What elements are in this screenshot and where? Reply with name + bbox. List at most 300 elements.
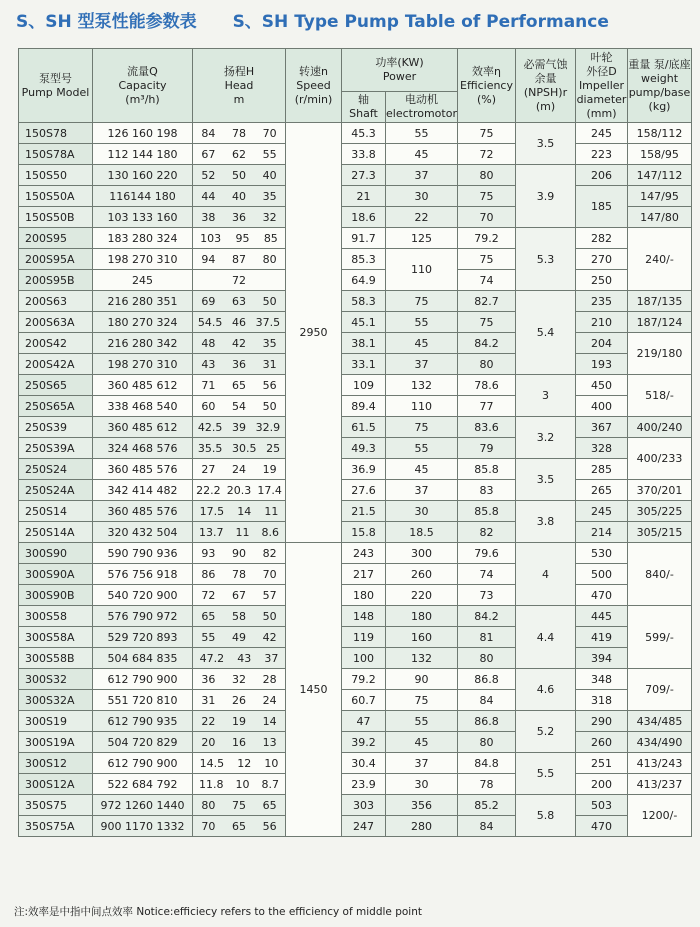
head-value: 58 (231, 609, 246, 623)
cell-weight: 413/243 (628, 753, 692, 774)
cell-model: 200S95A (19, 249, 93, 270)
cell-shaft: 60.7 (342, 690, 386, 711)
head-value: 90 (231, 546, 246, 560)
cell-shaft: 49.3 (342, 438, 386, 459)
cell-impeller: 245 (576, 123, 628, 144)
cell-efficiency: 79.2 (458, 228, 516, 249)
cell-weight: 1200/- (628, 795, 692, 837)
head-value: 84 (201, 126, 216, 140)
cell-shaft: 33.1 (342, 354, 386, 375)
cell-shaft: 109 (342, 375, 386, 396)
cell-head (193, 732, 286, 753)
header-impeller: 叶轮 外径D Impeller diameter (mm) (576, 49, 628, 123)
cell-capacity: 342 414 482 (93, 480, 193, 501)
cell-model: 350S75 (19, 795, 93, 816)
head-value: 72 (232, 273, 246, 287)
cell-motor: 110 (386, 249, 458, 291)
cell-head (193, 417, 286, 438)
cell-capacity: 198 270 310 (93, 354, 193, 375)
cell-impeller: 348 (576, 669, 628, 690)
header-speed: 转速n Speed (r/min) (286, 49, 342, 123)
cell-head (193, 270, 286, 291)
table-row (19, 270, 692, 291)
cell-impeller: 235 (576, 291, 628, 312)
cell-shaft: 89.4 (342, 396, 386, 417)
cell-model: 150S78A (19, 144, 93, 165)
cell-motor: 22 (386, 207, 458, 228)
cell-motor: 75 (386, 291, 458, 312)
header-model: 泵型号 Pump Model (19, 49, 93, 123)
cell-efficiency: 84 (458, 816, 516, 837)
cell-npsh: 5.3 (516, 228, 576, 291)
head-value: 52 (201, 168, 216, 182)
table-row (19, 543, 692, 564)
head-value: 75 (231, 798, 246, 812)
cell-weight: 370/201 (628, 480, 692, 501)
cell-efficiency: 75 (458, 312, 516, 333)
cell-weight: 158/95 (628, 144, 692, 165)
cell-model: 350S75A (19, 816, 93, 837)
cell-capacity: 324 468 576 (93, 438, 193, 459)
cell-efficiency: 84 (458, 690, 516, 711)
cell-npsh: 5.4 (516, 291, 576, 375)
cell-motor: 90 (386, 669, 458, 690)
head-value: 20.3 (226, 483, 252, 497)
cell-shaft: 38.1 (342, 333, 386, 354)
head-value: 70 (201, 819, 216, 833)
cell-motor: 37 (386, 165, 458, 186)
head-value: 17.4 (257, 483, 282, 497)
cell-shaft: 21.5 (342, 501, 386, 522)
table-row (19, 816, 692, 837)
cell-npsh: 4.6 (516, 669, 576, 711)
head-value: 80 (262, 252, 277, 266)
cell-capacity: 338 468 540 (93, 396, 193, 417)
head-value: 22.2 (196, 483, 221, 497)
table-row (19, 144, 692, 165)
cell-shaft: 21 (342, 186, 386, 207)
cell-shaft: 27.6 (342, 480, 386, 501)
cell-shaft: 33.8 (342, 144, 386, 165)
head-value: 27 (201, 462, 216, 476)
cell-model: 200S63 (19, 291, 93, 312)
cell-shaft: 36.9 (342, 459, 386, 480)
head-value: 42.5 (197, 420, 223, 434)
head-value: 40 (262, 168, 277, 182)
cell-capacity: 504 720 829 (93, 732, 193, 753)
cell-head (193, 123, 286, 144)
table-row (19, 186, 692, 207)
head-value: 19 (231, 714, 246, 728)
head-value: 25 (266, 441, 281, 455)
cell-head (193, 711, 286, 732)
cell-efficiency: 86.8 (458, 711, 516, 732)
head-value: 57 (262, 588, 277, 602)
cell-shaft: 61.5 (342, 417, 386, 438)
header-capacity: 流量Q Capacity (m³/h) (93, 49, 193, 123)
cell-head (193, 165, 286, 186)
cell-weight: 709/- (628, 669, 692, 711)
cell-shaft: 148 (342, 606, 386, 627)
cell-efficiency: 78.6 (458, 375, 516, 396)
head-value: 43 (237, 651, 252, 665)
head-value: 13.7 (199, 525, 224, 539)
table-row (19, 522, 692, 543)
head-value: 103 (200, 231, 222, 245)
cell-head (193, 795, 286, 816)
cell-head (193, 501, 286, 522)
header-motor: 电动机 electromotor (386, 92, 458, 123)
cell-impeller: 282 (576, 228, 628, 249)
cell-head (193, 144, 286, 165)
head-value: 71 (201, 378, 216, 392)
cell-head (193, 585, 286, 606)
cell-impeller: 530 (576, 543, 628, 564)
cell-efficiency: 75 (458, 123, 516, 144)
cell-motor: 30 (386, 501, 458, 522)
cell-efficiency: 81 (458, 627, 516, 648)
cell-impeller: 206 (576, 165, 628, 186)
cell-shaft: 303 (342, 795, 386, 816)
cell-impeller: 210 (576, 312, 628, 333)
head-value: 69 (201, 294, 216, 308)
head-value: 54 (231, 399, 246, 413)
head-value: 10 (235, 777, 250, 791)
head-value: 16 (231, 735, 246, 749)
cell-motor: 18.5 (386, 522, 458, 543)
table-row (19, 123, 692, 144)
cell-weight: 518/- (628, 375, 692, 417)
head-value: 30.5 (231, 441, 257, 455)
cell-efficiency: 74 (458, 270, 516, 291)
head-value: 36 (201, 672, 216, 686)
table-row (19, 312, 692, 333)
cell-model: 150S50 (19, 165, 93, 186)
cell-motor: 55 (386, 123, 458, 144)
cell-weight: 158/112 (628, 123, 692, 144)
head-value: 11.8 (199, 777, 224, 791)
cell-weight: 147/95 (628, 186, 692, 207)
head-value: 55 (262, 147, 277, 161)
cell-impeller: 470 (576, 585, 628, 606)
cell-head (193, 816, 286, 837)
cell-efficiency: 70 (458, 207, 516, 228)
cell-impeller: 251 (576, 753, 628, 774)
table-row (19, 438, 692, 459)
cell-impeller: 250 (576, 270, 628, 291)
cell-impeller: 445 (576, 606, 628, 627)
cell-motor: 45 (386, 459, 458, 480)
cell-shaft: 79.2 (342, 669, 386, 690)
cell-efficiency: 83 (458, 480, 516, 501)
cell-capacity: 612 790 935 (93, 711, 193, 732)
cell-efficiency: 83.6 (458, 417, 516, 438)
title-cn: S、SH 型泵性能参数表 (16, 12, 197, 32)
cell-motor: 30 (386, 774, 458, 795)
cell-efficiency: 78 (458, 774, 516, 795)
cell-model: 250S65A (19, 396, 93, 417)
head-value: 24 (262, 693, 277, 707)
head-value: 65 (231, 378, 246, 392)
header-efficiency: 效率η Efficiency (%) (458, 49, 516, 123)
cell-motor: 45 (386, 333, 458, 354)
cell-motor: 280 (386, 816, 458, 837)
cell-impeller: 204 (576, 333, 628, 354)
cell-shaft: 58.3 (342, 291, 386, 312)
cell-impeller: 400 (576, 396, 628, 417)
cell-capacity: 576 790 972 (93, 606, 193, 627)
cell-model: 300S90B (19, 585, 93, 606)
cell-impeller: 503 (576, 795, 628, 816)
header-head: 扬程H Head m (193, 49, 286, 123)
page-title (8, 6, 698, 38)
cell-head (193, 627, 286, 648)
cell-weight: 413/237 (628, 774, 692, 795)
cell-model: 300S58 (19, 606, 93, 627)
cell-efficiency: 85.8 (458, 459, 516, 480)
cell-capacity: 180 270 324 (93, 312, 193, 333)
cell-impeller: 419 (576, 627, 628, 648)
cell-npsh: 5.2 (516, 711, 576, 753)
cell-weight: 147/112 (628, 165, 692, 186)
cell-weight: 187/135 (628, 291, 692, 312)
cell-impeller: 450 (576, 375, 628, 396)
cell-motor: 160 (386, 627, 458, 648)
table-row (19, 753, 692, 774)
cell-capacity: 130 160 220 (93, 165, 193, 186)
head-value: 94 (201, 252, 216, 266)
footer-note: 注:效率是中指中间点效率 Notice:efficiecy refers to the efficiency of middle point (14, 906, 422, 918)
cell-npsh: 3.9 (516, 165, 576, 228)
cell-model: 150S50A (19, 186, 93, 207)
head-value: 35.5 (197, 441, 223, 455)
head-value: 35 (262, 189, 277, 203)
cell-capacity: 540 720 900 (93, 585, 193, 606)
head-value: 50 (231, 168, 246, 182)
head-value: 20 (201, 735, 216, 749)
cell-npsh: 3 (516, 375, 576, 417)
cell-shaft: 180 (342, 585, 386, 606)
cell-efficiency: 82 (458, 522, 516, 543)
cell-model: 200S42 (19, 333, 93, 354)
cell-model: 200S95B (19, 270, 93, 291)
cell-efficiency: 84.2 (458, 333, 516, 354)
head-value: 65 (262, 798, 277, 812)
head-value: 63 (231, 294, 246, 308)
cell-capacity: 360 485 576 (93, 501, 193, 522)
cell-capacity: 529 720 893 (93, 627, 193, 648)
cell-npsh: 3.5 (516, 459, 576, 501)
cell-head (193, 669, 286, 690)
cell-capacity: 116144 180 (93, 186, 193, 207)
cell-model: 250S39A (19, 438, 93, 459)
cell-motor: 260 (386, 564, 458, 585)
cell-model: 150S50B (19, 207, 93, 228)
cell-impeller: 200 (576, 774, 628, 795)
head-value: 72 (201, 588, 216, 602)
cell-impeller: 367 (576, 417, 628, 438)
cell-impeller: 214 (576, 522, 628, 543)
head-value: 14 (262, 714, 277, 728)
head-value: 35 (262, 336, 277, 350)
head-value: 40 (231, 189, 246, 203)
cell-head (193, 543, 286, 564)
head-value: 28 (262, 672, 277, 686)
table-row (19, 396, 692, 417)
cell-motor: 45 (386, 144, 458, 165)
head-value: 65 (201, 609, 216, 623)
cell-motor: 110 (386, 396, 458, 417)
cell-efficiency: 73 (458, 585, 516, 606)
cell-shaft: 100 (342, 648, 386, 669)
head-value: 50 (262, 399, 277, 413)
cell-motor: 75 (386, 690, 458, 711)
cell-model: 300S19 (19, 711, 93, 732)
title-en: S、SH Type Pump Table of Performance (232, 12, 609, 32)
cell-weight: 219/180 (628, 333, 692, 375)
cell-motor: 180 (386, 606, 458, 627)
head-value: 78 (231, 126, 246, 140)
cell-capacity: 504 684 835 (93, 648, 193, 669)
head-value: 32.9 (255, 420, 281, 434)
cell-impeller: 193 (576, 354, 628, 375)
cell-impeller: 223 (576, 144, 628, 165)
table-row (19, 648, 692, 669)
cell-model: 300S12A (19, 774, 93, 795)
head-value: 70 (262, 567, 277, 581)
cell-motor: 45 (386, 732, 458, 753)
cell-capacity: 972 1260 1440 (93, 795, 193, 816)
cell-motor: 125 (386, 228, 458, 249)
table-row (19, 375, 692, 396)
cell-efficiency: 75 (458, 249, 516, 270)
header-shaft: 轴 Shaft (342, 92, 386, 123)
cell-motor: 55 (386, 438, 458, 459)
cell-capacity: 126 160 198 (93, 123, 193, 144)
cell-model: 250S14 (19, 501, 93, 522)
cell-efficiency: 85.2 (458, 795, 516, 816)
head-value: 54.5 (197, 315, 223, 329)
head-value: 32 (262, 210, 277, 224)
cell-head (193, 564, 286, 585)
cell-weight: 434/485 (628, 711, 692, 732)
cell-model: 300S32A (19, 690, 93, 711)
cell-model: 300S58B (19, 648, 93, 669)
cell-shaft: 15.8 (342, 522, 386, 543)
table-row (19, 165, 692, 186)
cell-efficiency: 79 (458, 438, 516, 459)
cell-shaft: 45.3 (342, 123, 386, 144)
cell-capacity: 320 432 504 (93, 522, 193, 543)
cell-motor: 30 (386, 186, 458, 207)
head-value: 42 (262, 630, 277, 644)
head-value: 78 (231, 567, 246, 581)
head-value: 93 (201, 546, 216, 560)
head-value: 13 (262, 735, 277, 749)
cell-weight: 305/225 (628, 501, 692, 522)
cell-head (193, 312, 286, 333)
cell-npsh: 3.5 (516, 123, 576, 165)
table-row (19, 711, 692, 732)
cell-motor: 132 (386, 375, 458, 396)
cell-efficiency: 79.6 (458, 543, 516, 564)
cell-head (193, 459, 286, 480)
table-row (19, 459, 692, 480)
head-value: 32 (231, 672, 246, 686)
cell-head (193, 396, 286, 417)
cell-head (193, 186, 286, 207)
head-value: 65 (231, 819, 246, 833)
cell-shaft: 27.3 (342, 165, 386, 186)
cell-shaft: 247 (342, 816, 386, 837)
cell-model: 250S24 (19, 459, 93, 480)
head-value: 95 (235, 231, 250, 245)
cell-npsh: 5.5 (516, 753, 576, 795)
head-value: 82 (262, 546, 277, 560)
head-value: 67 (201, 147, 216, 161)
cell-model: 200S42A (19, 354, 93, 375)
head-value: 8.6 (261, 525, 279, 539)
head-value: 14.5 (199, 756, 225, 770)
cell-npsh: 3.8 (516, 501, 576, 543)
head-value: 44 (201, 189, 216, 203)
table-row (19, 585, 692, 606)
cell-weight: 400/233 (628, 438, 692, 480)
cell-efficiency: 86.8 (458, 669, 516, 690)
cell-capacity: 522 684 792 (93, 774, 193, 795)
cell-model: 300S19A (19, 732, 93, 753)
cell-motor: 75 (386, 417, 458, 438)
table-row (19, 774, 692, 795)
cell-weight: 840/- (628, 543, 692, 606)
head-value: 36 (231, 210, 246, 224)
cell-capacity: 112 144 180 (93, 144, 193, 165)
cell-impeller: 290 (576, 711, 628, 732)
cell-weight: 147/80 (628, 207, 692, 228)
table-row (19, 501, 692, 522)
cell-impeller: 500 (576, 564, 628, 585)
cell-npsh: 4 (516, 543, 576, 606)
head-value: 46 (231, 315, 246, 329)
table-row (19, 564, 692, 585)
table-row (19, 333, 692, 354)
head-value: 8.7 (261, 777, 279, 791)
cell-efficiency: 80 (458, 732, 516, 753)
cell-efficiency: 85.8 (458, 501, 516, 522)
cell-head (193, 522, 286, 543)
cell-head (193, 774, 286, 795)
cell-efficiency: 75 (458, 186, 516, 207)
cell-speed: 2950 (286, 123, 342, 543)
cell-motor: 37 (386, 753, 458, 774)
cell-head (193, 438, 286, 459)
cell-capacity: 360 485 612 (93, 375, 193, 396)
cell-motor: 300 (386, 543, 458, 564)
cell-impeller: 394 (576, 648, 628, 669)
cell-weight: 599/- (628, 606, 692, 669)
header-power: 功率(KW) Power (342, 49, 458, 92)
cell-shaft: 47 (342, 711, 386, 732)
table-row (19, 690, 692, 711)
cell-capacity: 590 790 936 (93, 543, 193, 564)
head-value: 38 (201, 210, 216, 224)
cell-capacity: 551 720 810 (93, 690, 193, 711)
cell-capacity: 245 (93, 270, 193, 291)
head-value: 10 (264, 756, 279, 770)
cell-capacity: 216 280 351 (93, 291, 193, 312)
cell-efficiency: 80 (458, 648, 516, 669)
cell-npsh: 4.4 (516, 606, 576, 669)
